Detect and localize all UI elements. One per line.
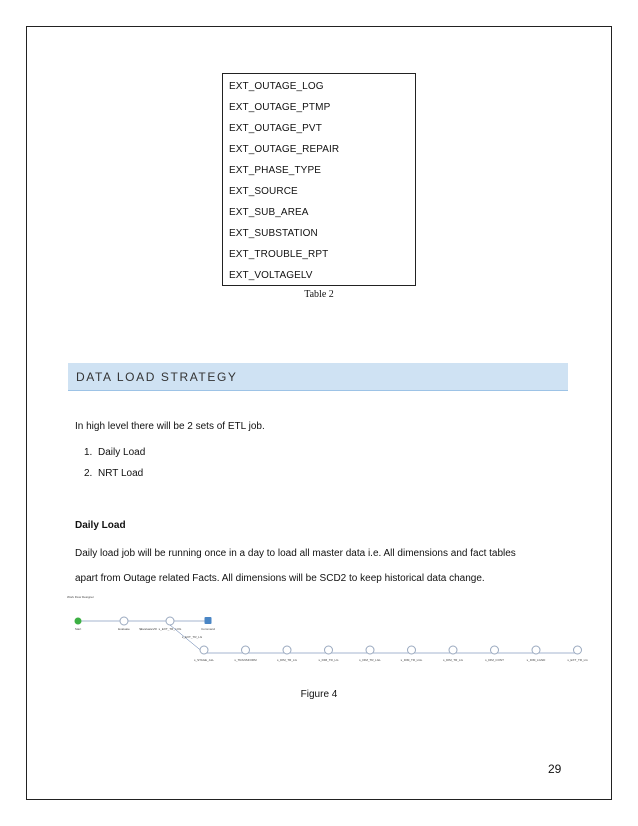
- workflow-diagram: [66, 590, 588, 670]
- workflow-node-label: s_EXT_TR_LG: [567, 658, 588, 662]
- list-text: Daily Load: [98, 447, 146, 458]
- workflow-node-label: $EvaluateVR: [139, 627, 157, 631]
- list-item: [84, 467, 145, 488]
- list-item: [84, 446, 145, 467]
- list-number: 2.: [84, 468, 93, 479]
- etl-job-list: [84, 446, 145, 488]
- list-number: 1.: [84, 447, 93, 458]
- daily-load-line1: Daily load job will be running once in a day to load all master data i.e. All dimensions and fact tables: [75, 548, 516, 559]
- session-node-icon: [408, 646, 416, 654]
- intro-paragraph: In high level there will be 2 sets of ETL job.: [75, 421, 265, 432]
- session-node-icon: [366, 646, 374, 654]
- workflow-node-label: s_DIM_TR_LG: [442, 658, 464, 662]
- table-row: EXT_SOURCE: [229, 186, 298, 197]
- table-row: EXT_PHASE_TYPE: [229, 165, 321, 176]
- session-node-icon: [120, 617, 128, 625]
- table-row: EXT_OUTAGE_LOG: [229, 81, 324, 92]
- workflow-branch-label: s_EXT_TR_LG: [181, 635, 203, 639]
- table-caption: Table 2: [304, 289, 334, 300]
- table-row: EXT_VOLTAGELV: [229, 270, 313, 281]
- workflow-title: Work Flow Designer: [67, 595, 94, 599]
- workflow-figure: [66, 590, 588, 670]
- workflow-node-label: s_DIM_LGND: [526, 658, 546, 662]
- page-number: 29: [548, 762, 562, 776]
- workflow-branch-connector: [170, 625, 204, 653]
- session-node-icon: [283, 646, 291, 654]
- workflow-node-label: s_EXT_TR_LOG: [158, 627, 182, 631]
- workflow-node-label: s_DIM_TR_LGL: [400, 658, 423, 662]
- start-node-icon: [75, 618, 82, 625]
- session-node-icon: [574, 646, 582, 654]
- workflow-node-label: Command: [201, 627, 215, 631]
- table-list: [222, 73, 416, 286]
- session-node-icon: [200, 646, 208, 654]
- session-node-icon: [242, 646, 250, 654]
- list-text: NRT Load: [98, 468, 144, 479]
- session-node-icon: [491, 646, 499, 654]
- workflow-node-label: Start: [74, 627, 82, 631]
- session-node-icon: [166, 617, 174, 625]
- session-node-icon: [449, 646, 457, 654]
- table-row: EXT_OUTAGE_PTMP: [229, 102, 331, 113]
- section-heading: DATA LOAD STRATEGY: [68, 363, 568, 391]
- daily-load-line2: apart from Outage related Facts. All dimensions will be SCD2 to keep historical data change.: [75, 573, 485, 584]
- table-row: EXT_TROUBLE_RPT: [229, 249, 329, 260]
- daily-load-heading: Daily Load: [75, 520, 126, 531]
- workflow-node-label: s_DIM_TR_LGL: [359, 658, 381, 662]
- workflow-node-label: s_DIM_TR_LG: [276, 658, 298, 662]
- workflow-node-label: s_TRANSFORM: [234, 658, 257, 662]
- workflow-node-label: s_DIM_CONT: [485, 658, 504, 662]
- table-row: EXT_OUTAGE_PVT: [229, 123, 322, 134]
- workflow-node-label: Evaluate: [118, 627, 130, 631]
- table-row: EXT_SUB_AREA: [229, 207, 309, 218]
- command-node-icon: [205, 617, 212, 624]
- table-row: EXT_SUBSTATION: [229, 228, 318, 239]
- session-node-icon: [325, 646, 333, 654]
- workflow-node-label: s_DIM_TR_LG: [318, 658, 339, 662]
- table-row: EXT_OUTAGE_REPAIR: [229, 144, 340, 155]
- session-node-icon: [532, 646, 540, 654]
- figure-caption: Figure 4: [300, 689, 338, 700]
- workflow-node-label: s_STAGE_ALL: [193, 658, 215, 662]
